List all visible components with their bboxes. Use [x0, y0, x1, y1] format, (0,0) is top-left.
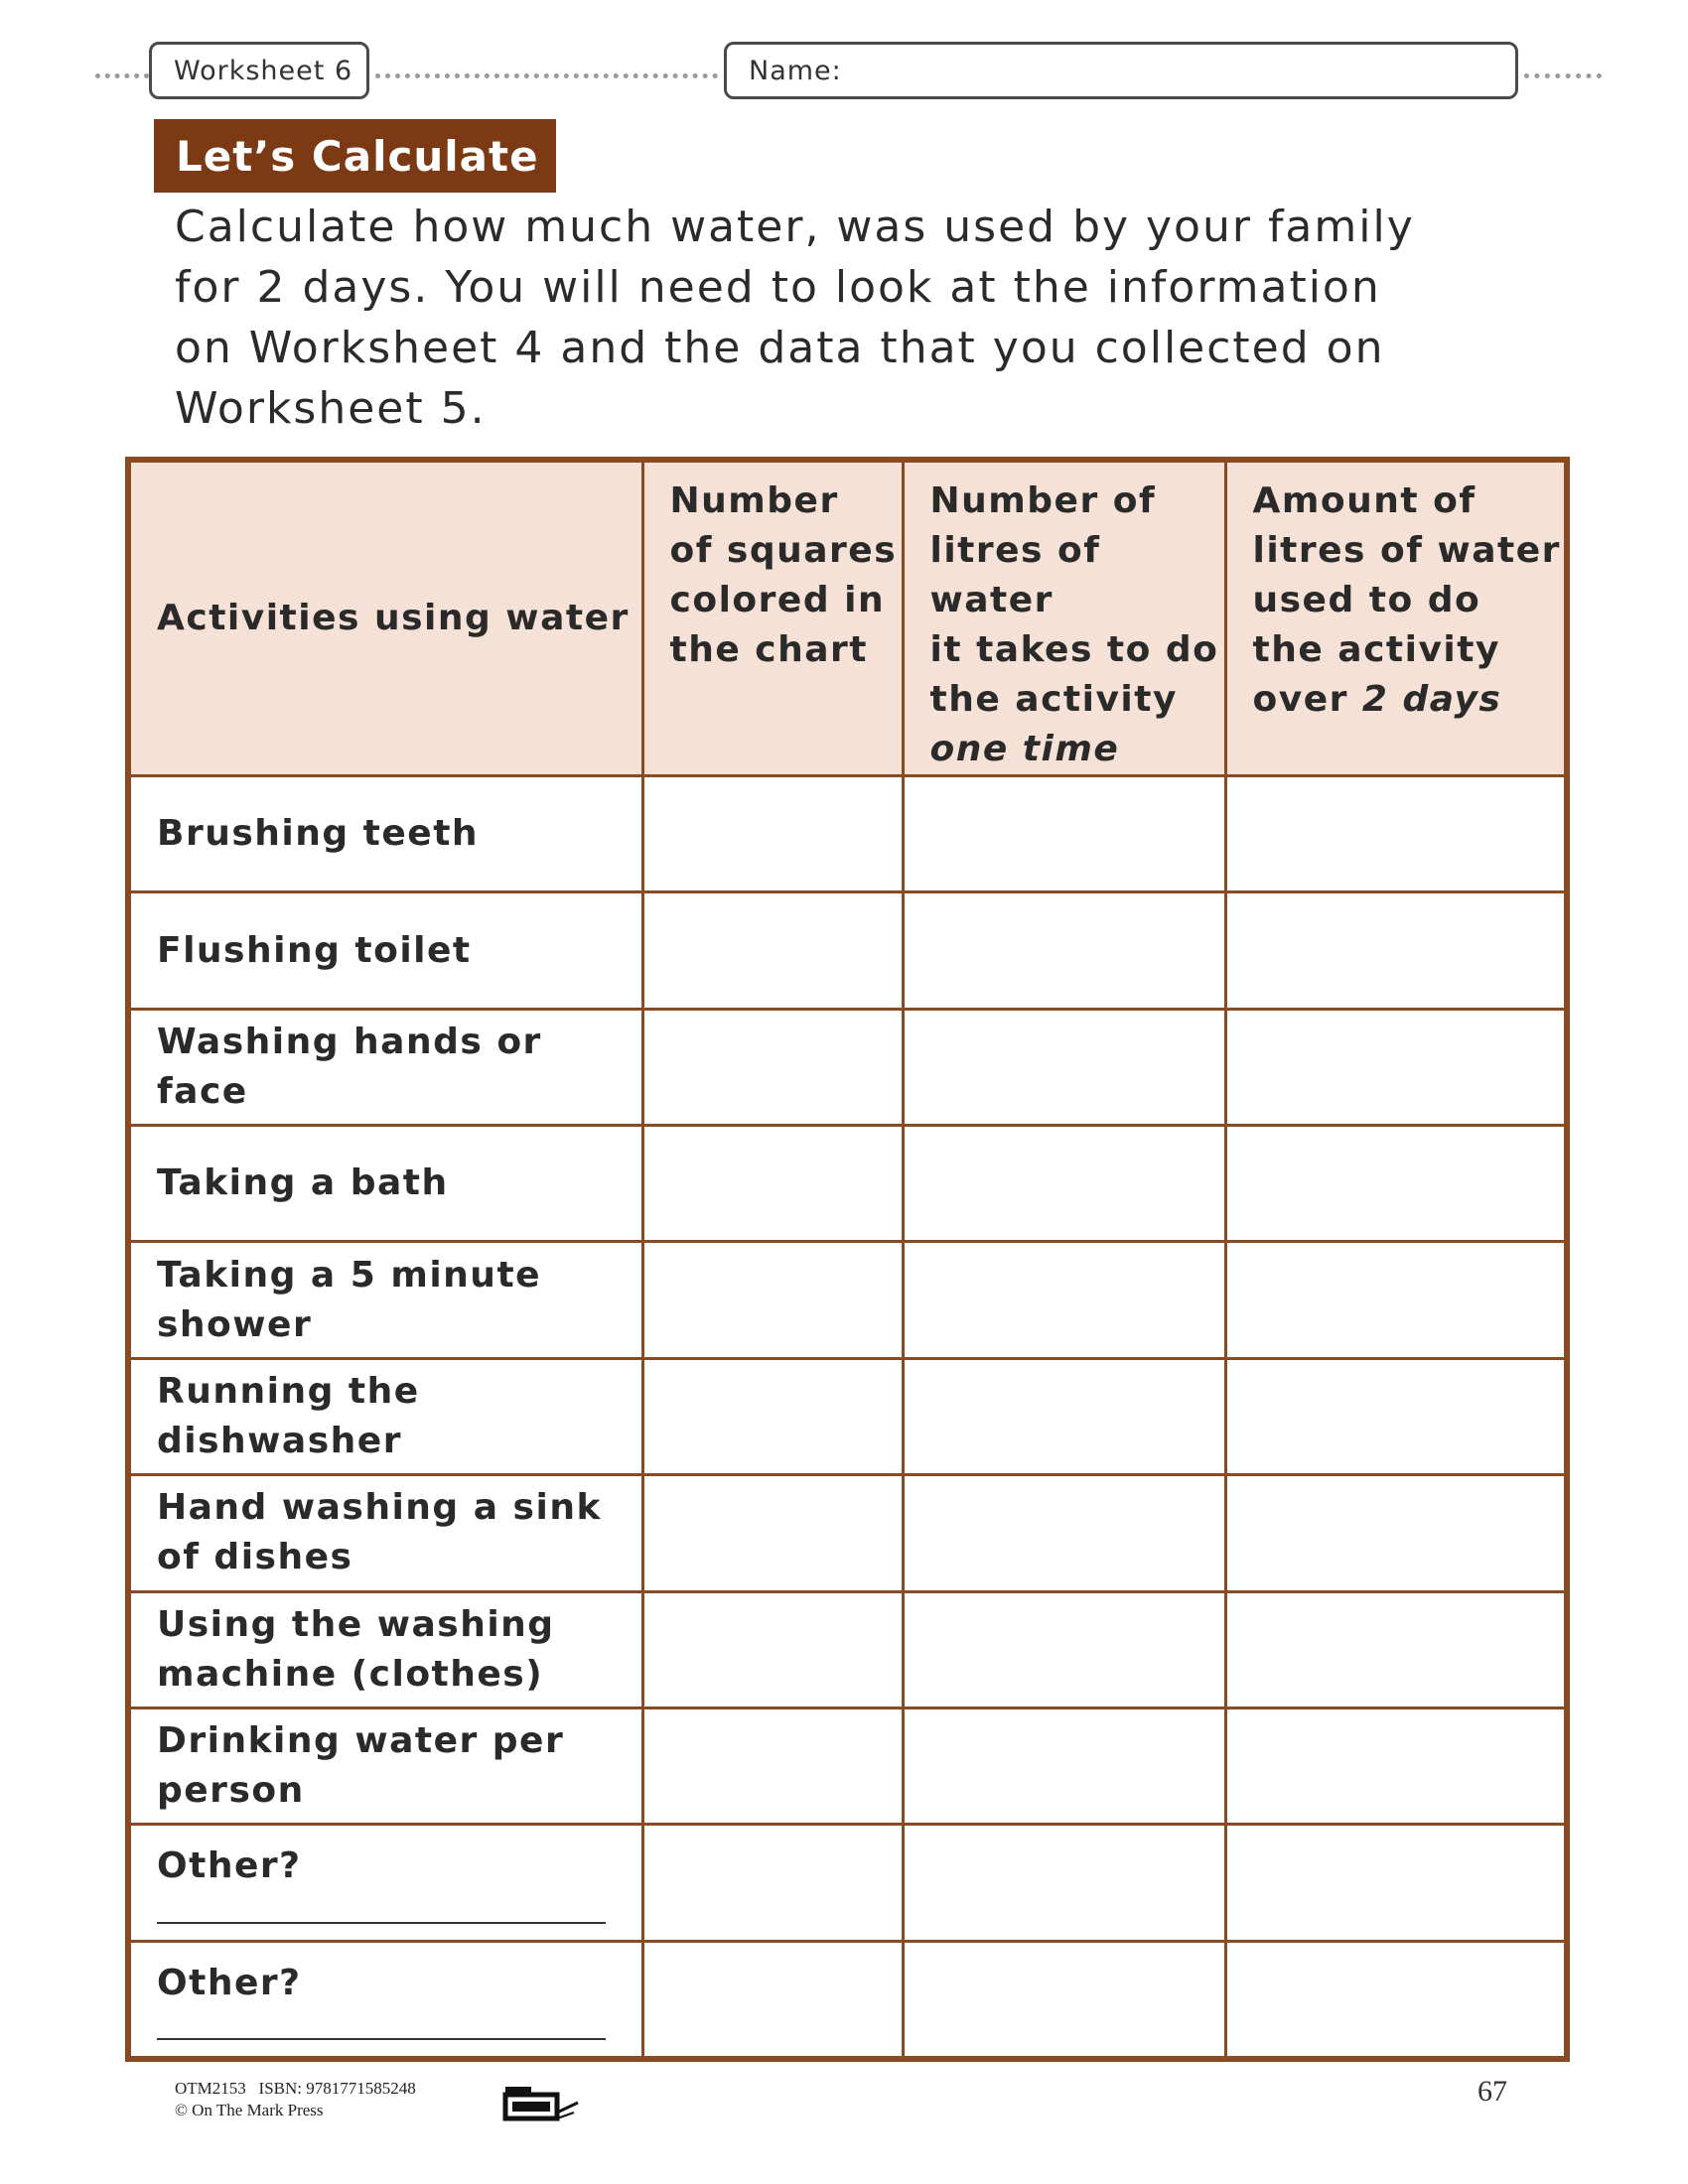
- table-header-row: [128, 460, 1567, 776]
- litres-two-days-cell[interactable]: [1225, 1707, 1567, 1824]
- press-logo-icon: [502, 2083, 580, 2126]
- footer-isbn: ISBN: 9781771585248: [258, 2079, 416, 2098]
- litres-once-cell[interactable]: [903, 1126, 1225, 1242]
- squares-cell[interactable]: [642, 892, 903, 1009]
- litres-once-cell[interactable]: [903, 892, 1225, 1009]
- litres-two-days-cell[interactable]: [1225, 1475, 1567, 1591]
- litres-once-cell[interactable]: [903, 1009, 1225, 1125]
- instructions-line: on Worksheet 4 and the data that you collected on: [175, 323, 1385, 373]
- name-field[interactable]: [724, 42, 1518, 99]
- squares-cell[interactable]: [642, 1591, 903, 1707]
- header-litres-one-time: Number of litres of water it takes to do the activity one time: [903, 460, 1225, 776]
- activity-cell: Hand washing a sink of dishes: [128, 1475, 642, 1591]
- activity-cell: Washing hands or face: [128, 1009, 642, 1125]
- activity-cell: Taking a 5 minute shower: [128, 1242, 642, 1358]
- write-in-line: [157, 1922, 606, 1924]
- instructions-line: for 2 days. You will need to look at the information: [175, 262, 1381, 313]
- litres-once-cell[interactable]: [903, 1242, 1225, 1358]
- squares-cell[interactable]: [642, 1941, 903, 2059]
- footer-copyright: © On The Mark Press: [175, 2101, 324, 2119]
- activity-cell: Taking a bath: [128, 1126, 642, 1242]
- header-dots-left: [95, 73, 149, 78]
- instructions-text: [175, 197, 1485, 439]
- litres-once-cell[interactable]: [903, 776, 1225, 892]
- table-row: [128, 1825, 1567, 1941]
- instructions-line: Calculate how much water, was used by your family: [175, 202, 1415, 252]
- header-litres-two-days: Amount of litres of water used to do the activity over 2 days: [1225, 460, 1567, 776]
- squares-cell[interactable]: [642, 1358, 903, 1474]
- water-usage-table: [125, 457, 1570, 2062]
- table-row: [128, 1591, 1567, 1707]
- litres-two-days-cell[interactable]: [1225, 892, 1567, 1009]
- litres-two-days-cell[interactable]: [1225, 1126, 1567, 1242]
- litres-two-days-cell[interactable]: [1225, 1358, 1567, 1474]
- litres-once-cell[interactable]: [903, 1941, 1225, 2059]
- instructions-line: Worksheet 5.: [175, 383, 487, 434]
- table-row: [128, 776, 1567, 892]
- table-row: [128, 892, 1567, 1009]
- litres-two-days-cell[interactable]: [1225, 1591, 1567, 1707]
- footer-code: OTM2153: [175, 2079, 246, 2098]
- squares-cell[interactable]: [642, 1707, 903, 1824]
- litres-two-days-cell[interactable]: [1225, 1009, 1567, 1125]
- table-row: [128, 1707, 1567, 1824]
- squares-cell[interactable]: [642, 1126, 903, 1242]
- activity-cell: Drinking water per person: [128, 1707, 642, 1824]
- name-label: Name:: [749, 55, 842, 86]
- worksheet-label: Worksheet 6: [174, 55, 353, 86]
- litres-once-cell[interactable]: [903, 1707, 1225, 1824]
- header-dots-right: [1524, 73, 1602, 78]
- table-row: [128, 1126, 1567, 1242]
- header-activities: Activities using water: [128, 460, 642, 776]
- table-row: [128, 1358, 1567, 1474]
- litres-two-days-cell[interactable]: [1225, 776, 1567, 892]
- litres-once-cell[interactable]: [903, 1475, 1225, 1591]
- activity-other-cell[interactable]: Other?: [128, 1941, 642, 2059]
- activity-cell: Running the dishwasher: [128, 1358, 642, 1474]
- banner-title: Let’s Calculate: [176, 131, 539, 181]
- litres-two-days-cell[interactable]: [1225, 1941, 1567, 2059]
- table-row: [128, 1475, 1567, 1591]
- litres-once-cell[interactable]: [903, 1825, 1225, 1941]
- table-row: [128, 1941, 1567, 2059]
- squares-cell[interactable]: [642, 1242, 903, 1358]
- page-number: 67: [1477, 2075, 1507, 2108]
- squares-cell[interactable]: [642, 1825, 903, 1941]
- header-dots-middle: [375, 73, 718, 78]
- activity-cell: Flushing toilet: [128, 892, 642, 1009]
- header-squares-colored: Number of squares colored in the chart: [642, 460, 903, 776]
- activity-other-cell[interactable]: Other?: [128, 1825, 642, 1941]
- litres-once-cell[interactable]: [903, 1591, 1225, 1707]
- table-row: [128, 1009, 1567, 1125]
- litres-two-days-cell[interactable]: [1225, 1825, 1567, 1941]
- litres-two-days-cell[interactable]: [1225, 1242, 1567, 1358]
- footer-publisher-info: [175, 2078, 416, 2121]
- worksheet-label-box: [149, 42, 369, 99]
- squares-cell[interactable]: [642, 776, 903, 892]
- squares-cell[interactable]: [642, 1009, 903, 1125]
- squares-cell[interactable]: [642, 1475, 903, 1591]
- section-banner: [154, 119, 556, 193]
- write-in-line: [157, 2038, 606, 2040]
- litres-once-cell[interactable]: [903, 1358, 1225, 1474]
- activity-cell: Using the washing machine (clothes): [128, 1591, 642, 1707]
- activity-cell: Brushing teeth: [128, 776, 642, 892]
- table-row: [128, 1242, 1567, 1358]
